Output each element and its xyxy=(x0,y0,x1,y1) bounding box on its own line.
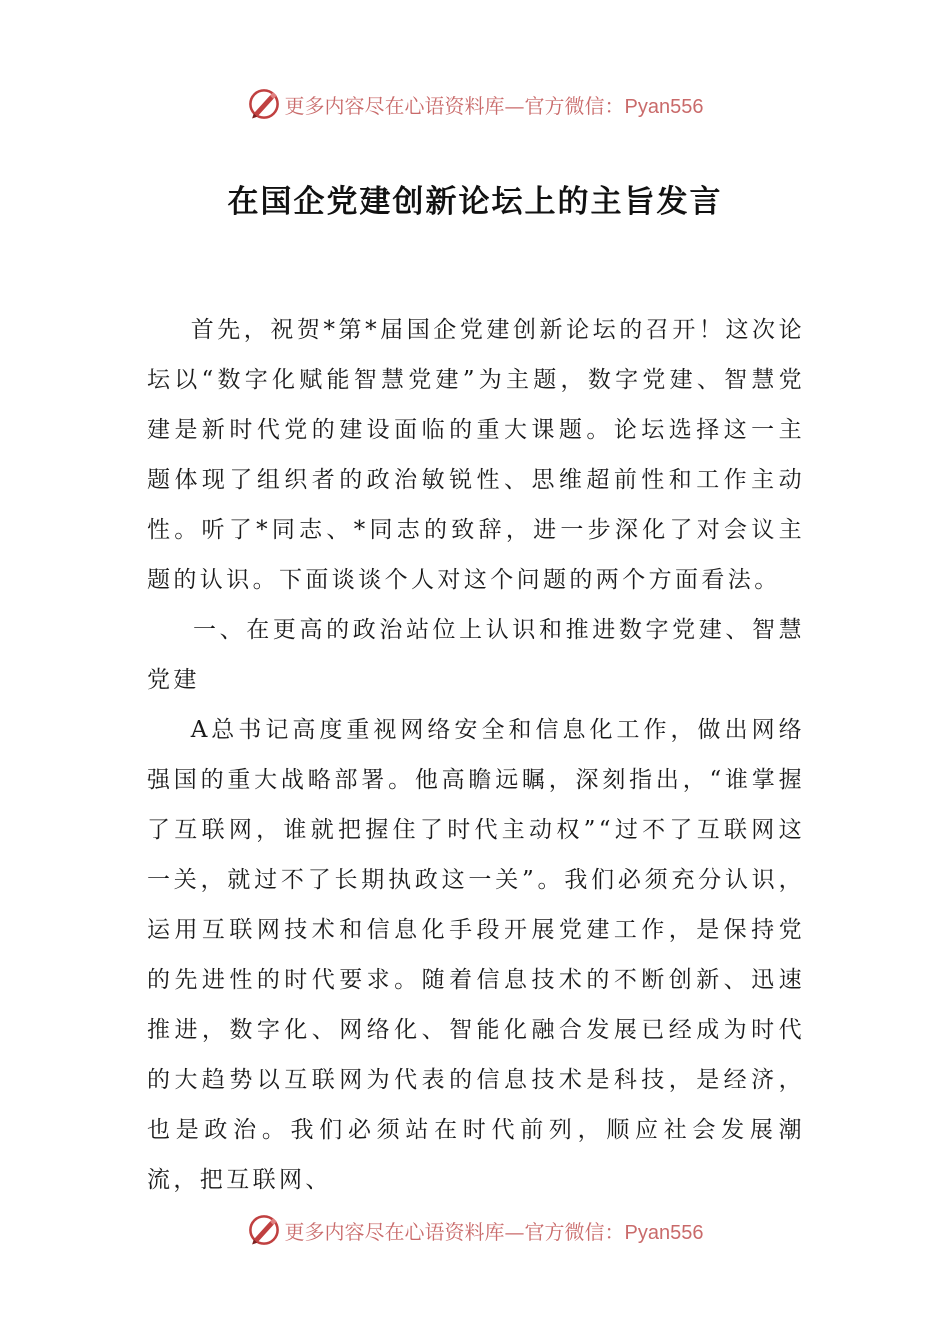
paragraph-intro: 首先，祝贺*第*届国企党建创新论坛的召开！这次论坛以“数字化赋能智慧党建”为主题，数字党建、智慧党建是新时代党的建设面临的重大课题。论坛选择这一主题体现了组织者的政治敏锐性、思维超前性和工作主动性。听了*同志、*同志的致辞，进一步深化了对会议主题的认识。下面谈谈个人对这个问题的两个方面看法。 xyxy=(147,317,805,593)
section-heading: 一、在更高的政治站位上认识和推进数字党建、智慧党建 xyxy=(147,617,805,693)
footer-watermark xyxy=(0,1210,950,1250)
pen-logo-icon xyxy=(247,87,281,121)
pen-logo-icon xyxy=(247,1213,281,1247)
watermark-group xyxy=(247,1213,704,1247)
watermark-group xyxy=(247,87,704,121)
watermark-handle: Pyan556 xyxy=(624,95,704,118)
watermark-text: 更多内容尽在心语资料库—官方微信：Pyan556 xyxy=(284,93,704,118)
paragraph-body: A总书记高度重视网络安全和信息化工作，做出网络强国的重大战略部署。他高瞻远瞩，深刻指出，“谁掌握了互联网，谁就把握住了时代主动权”“过不了互联网这一关，就过不了长期执政这一关”。我们必须充分认识，运用互联网技术和信息化手段开展党建工作，是保持党的先进性的时代要求。随着信息技术的不断创新、迅速推进，数字化、网络化、智能化融合发展已经成为时代的大趋势以互联网为代表的信息技术是科技，是经济，也是政治。我们必须站在时代前列，顺应社会发展潮流，把互联网、 xyxy=(147,717,805,1193)
watermark-handle: Pyan556 xyxy=(624,1221,704,1244)
watermark-text: 更多内容尽在心语资料库—官方微信：Pyan556 xyxy=(284,1219,704,1244)
header-watermark xyxy=(0,84,950,124)
document-title: 在国企党建创新论坛上的主旨发言 xyxy=(227,184,723,220)
document-body xyxy=(147,305,805,1205)
